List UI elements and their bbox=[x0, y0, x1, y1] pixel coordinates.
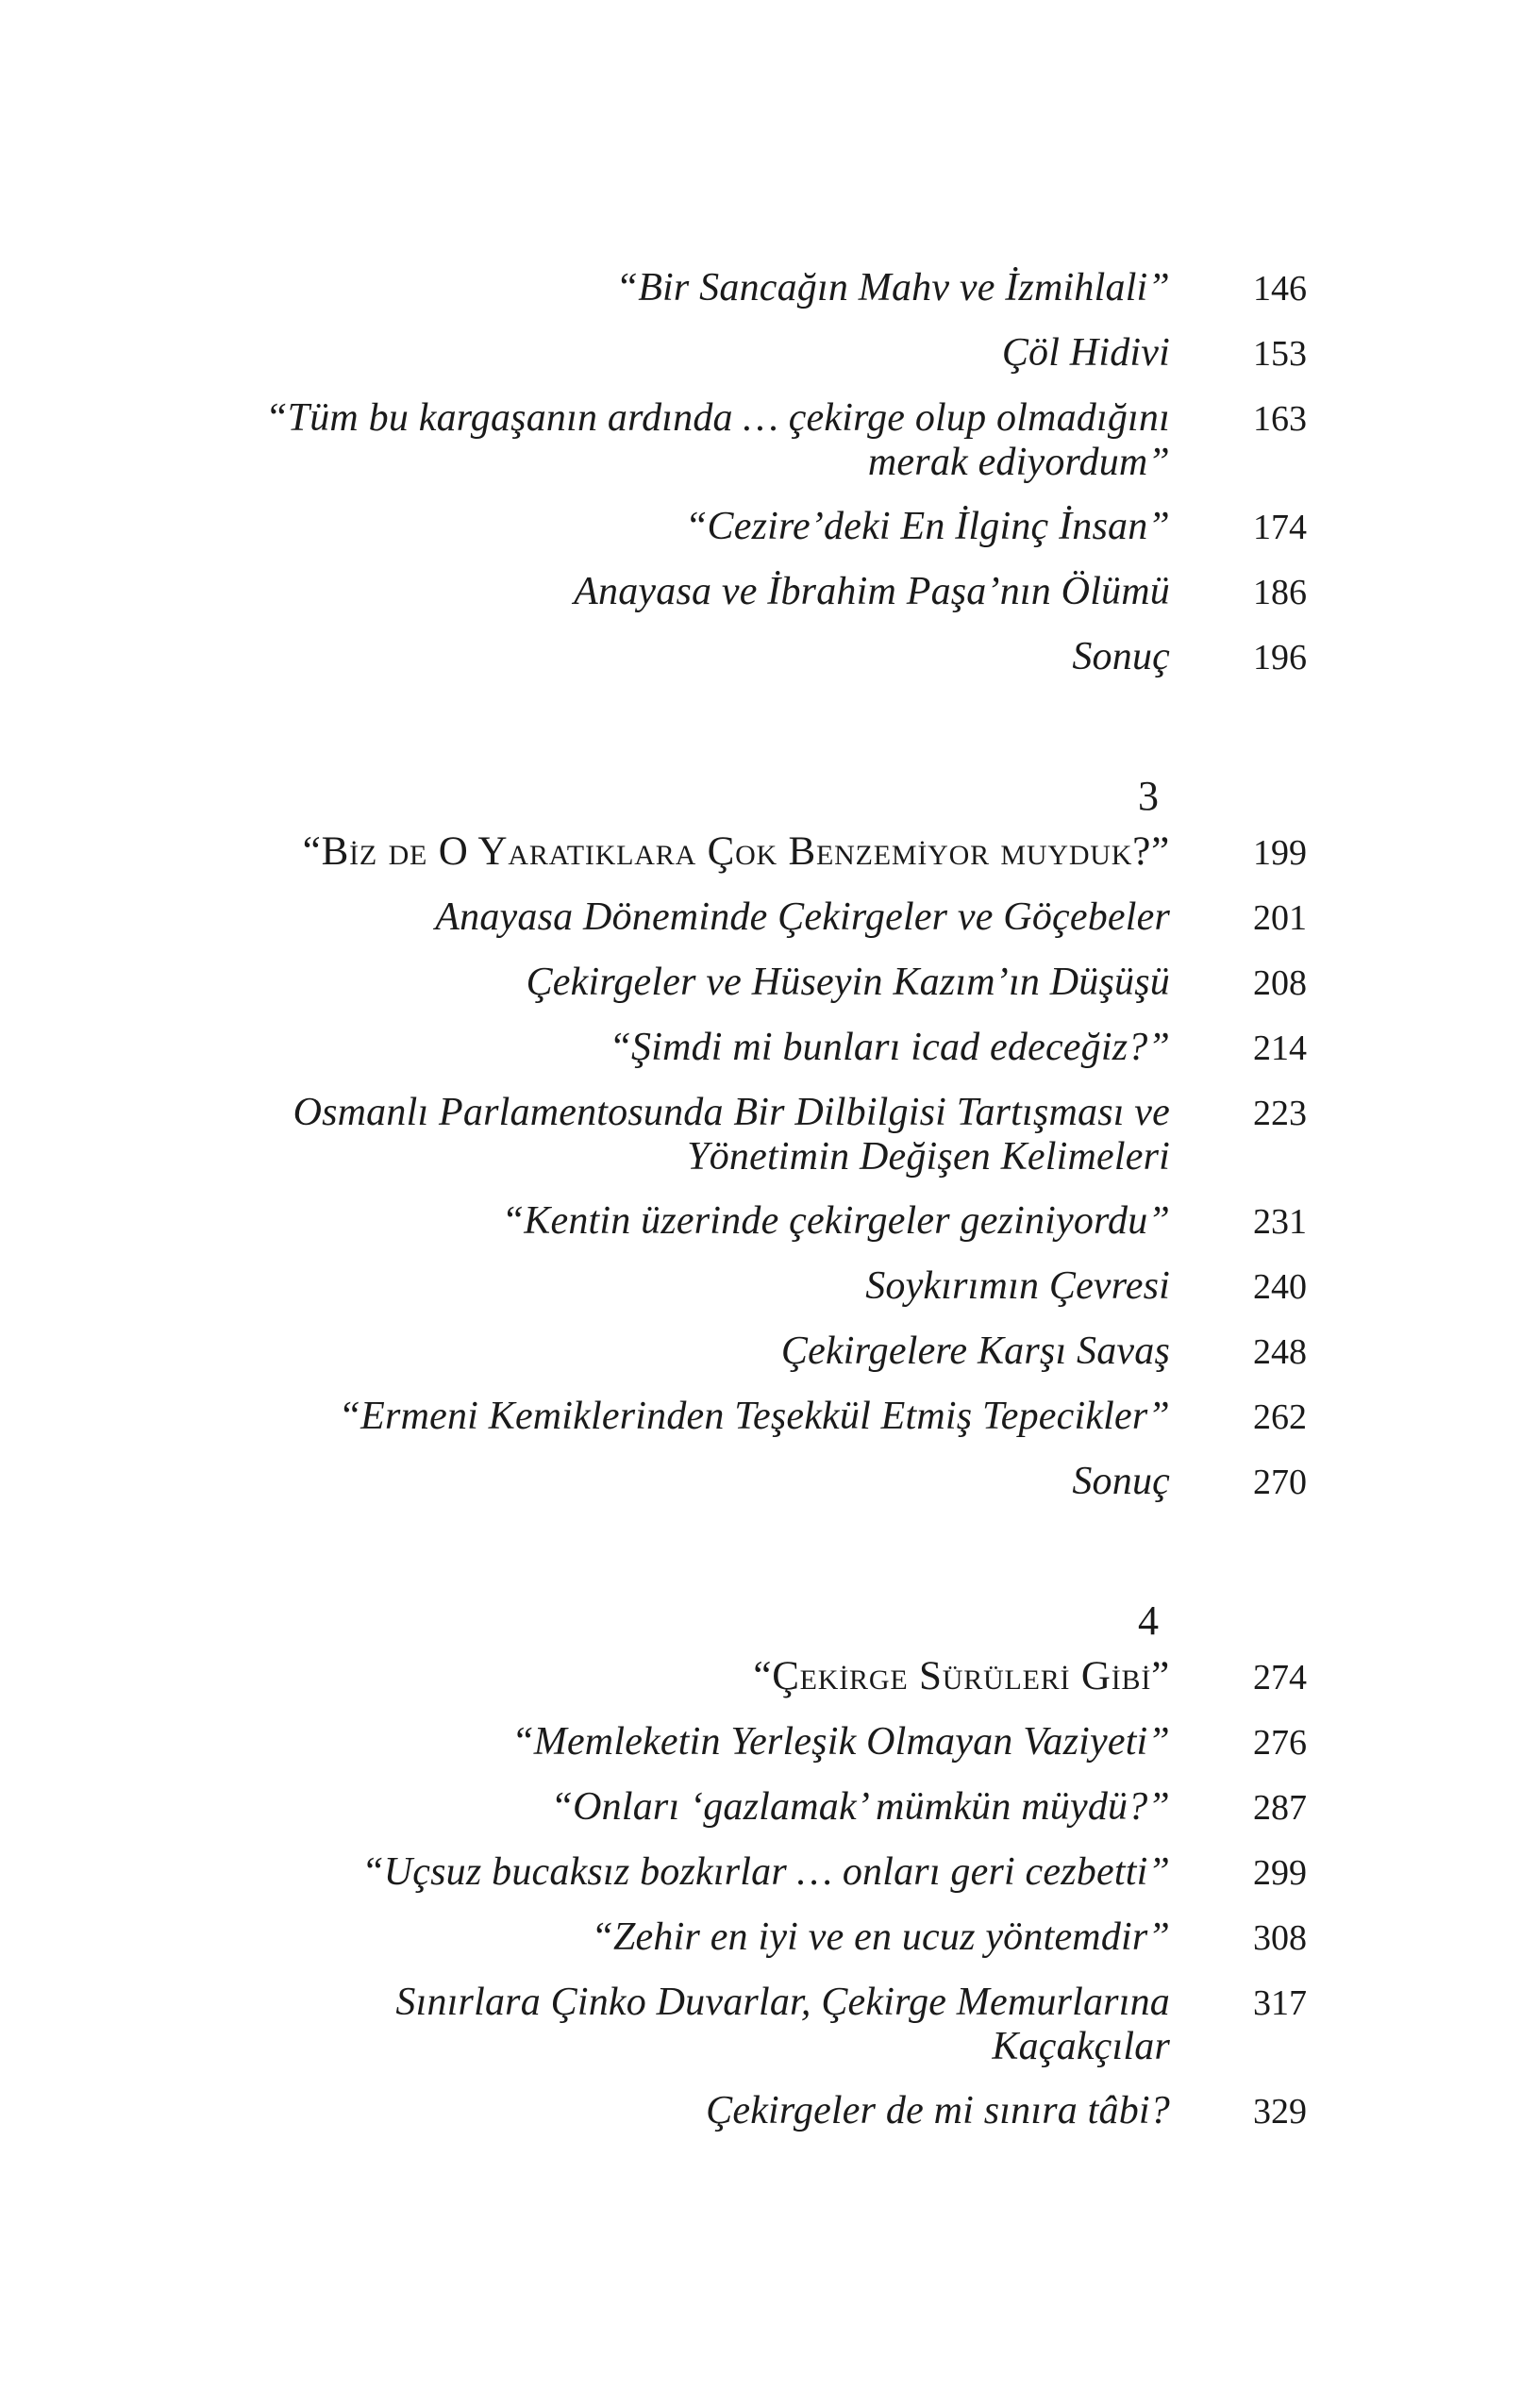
toc-entry bbox=[189, 1460, 1321, 1505]
chapter-number-row bbox=[189, 774, 1321, 818]
toc-entry-title-line: Çekirgeler ve Hüseyin Kazım’ın Düşüşü bbox=[526, 961, 1170, 1004]
toc-entry-title-line: “Biz de O Yaratıklara Çok Benzemiyor muyduk?” bbox=[302, 829, 1170, 874]
toc-entry-page-number: 146 bbox=[1253, 269, 1307, 309]
toc-entry-page-number: 329 bbox=[1253, 2092, 1307, 2132]
toc-entry bbox=[189, 1915, 1321, 1961]
toc-entry-title bbox=[189, 1026, 1170, 1070]
chapter-number: 4 bbox=[1138, 1597, 1159, 1644]
toc-entry-title bbox=[189, 396, 1170, 485]
toc-entry-title-line: “Kentin üzerinde çekirgeler geziniyordu” bbox=[501, 1199, 1170, 1243]
toc-entry bbox=[189, 1091, 1321, 1179]
toc-entry-page-number: 299 bbox=[1253, 1853, 1307, 1893]
toc-entry-page-number: 270 bbox=[1253, 1463, 1307, 1502]
toc-entry-title bbox=[189, 1654, 1170, 1698]
toc-entry-title-line: Anayasa ve İbrahim Paşa’nın Ölümü bbox=[574, 570, 1170, 613]
toc-entry-title bbox=[189, 505, 1170, 549]
toc-entry-page-number: 196 bbox=[1253, 638, 1307, 677]
toc-entry-page-number: 214 bbox=[1253, 1028, 1307, 1068]
toc-entry bbox=[189, 2089, 1321, 2134]
toc-entry-page-number: 201 bbox=[1253, 898, 1307, 938]
toc-entry-page-number: 287 bbox=[1253, 1788, 1307, 1828]
toc-entry-title bbox=[189, 570, 1170, 614]
table-of-contents bbox=[189, 266, 1321, 2154]
toc-entry-title bbox=[189, 1395, 1170, 1439]
toc-entry-title bbox=[189, 829, 1170, 874]
toc-entry-title-line: “Ermeni Kemiklerinden Teşekkül Etmiş Tepecikler” bbox=[338, 1395, 1170, 1438]
toc-entry bbox=[189, 1264, 1321, 1310]
toc-entry-page-number: 174 bbox=[1253, 508, 1307, 547]
toc-entry-title-line: “Şimdi mi bunları icad edeceğiz?” bbox=[609, 1026, 1170, 1069]
toc-entry-page-number: 199 bbox=[1253, 833, 1307, 873]
toc-entry bbox=[189, 1395, 1321, 1440]
toc-entry-title bbox=[189, 961, 1170, 1005]
toc-entry-title bbox=[189, 1329, 1170, 1374]
toc-entry-page-number: 163 bbox=[1253, 399, 1307, 439]
toc-entry bbox=[189, 1199, 1321, 1245]
toc-entry-title bbox=[189, 1785, 1170, 1830]
toc-entry-title bbox=[189, 895, 1170, 940]
chapter-number-row bbox=[189, 1598, 1321, 1643]
toc-entry-title bbox=[189, 1981, 1170, 2069]
toc-entry-page-number: 308 bbox=[1253, 1918, 1307, 1958]
toc-entry bbox=[189, 1785, 1321, 1831]
toc-entry-title bbox=[189, 1199, 1170, 1244]
toc-entry-page-number: 153 bbox=[1253, 334, 1307, 374]
toc-entry bbox=[189, 961, 1321, 1006]
toc-entry-title-line: “Çekirge Sürüleri Gibi” bbox=[753, 1654, 1170, 1698]
toc-entry bbox=[189, 1720, 1321, 1765]
toc-entry-title-line: “Tüm bu kargaşanın ardında … çekirge olup olmadığını bbox=[265, 396, 1170, 440]
toc-entry-title bbox=[189, 1850, 1170, 1895]
toc-entry-title-line: “Onları ‘gazlamak’ mümkün müydü?” bbox=[550, 1785, 1170, 1829]
toc-entry-title-line: Yönetimin Değişen Kelimeleri bbox=[687, 1135, 1170, 1179]
toc-entry-title bbox=[189, 635, 1170, 679]
toc-entry-title-line: “Cezire’deki En İlginç İnsan” bbox=[684, 505, 1170, 548]
toc-entry-title-line: Sonuç bbox=[1072, 1460, 1170, 1503]
toc-entry-title-line: “Bir Sancağın Mahv ve İzmihlali” bbox=[615, 266, 1170, 309]
toc-entry-page-number: 274 bbox=[1253, 1658, 1307, 1697]
toc-entry bbox=[189, 505, 1321, 550]
toc-entry-title-line: “Memleketin Yerleşik Olmayan Vaziyeti” bbox=[511, 1720, 1170, 1764]
toc-entry-title-line: Çekirgeler de mi sınıra tâbi? bbox=[706, 2089, 1170, 2132]
toc-entry bbox=[189, 570, 1321, 615]
toc-entry-page-number: 223 bbox=[1253, 1094, 1307, 1133]
toc-entry bbox=[189, 331, 1321, 376]
toc-entry bbox=[189, 1026, 1321, 1071]
toc-section bbox=[189, 1525, 1321, 2154]
toc-entry-page-number: 317 bbox=[1253, 1983, 1307, 2023]
toc-entry-title-line: Osmanlı Parlamentosunda Bir Dilbilgisi Tartışması ve bbox=[293, 1091, 1170, 1134]
toc-entry bbox=[189, 1981, 1321, 2069]
toc-entry-page-number: 208 bbox=[1253, 963, 1307, 1003]
toc-entry-title bbox=[189, 1460, 1170, 1504]
toc-entry-page-number: 248 bbox=[1253, 1332, 1307, 1372]
toc-entry-title bbox=[189, 331, 1170, 376]
toc-entry-title-line: Kaçakçılar bbox=[992, 2025, 1170, 2068]
toc-entry-page-number: 231 bbox=[1253, 1202, 1307, 1242]
toc-entry-page-number: 186 bbox=[1253, 573, 1307, 612]
toc-entry-title-line: merak ediyordum” bbox=[867, 441, 1170, 484]
toc-entry-title bbox=[189, 1091, 1170, 1179]
toc-entry-title bbox=[189, 266, 1170, 310]
toc-entry-title-line: Anayasa Döneminde Çekirgeler ve Göçebeler bbox=[435, 895, 1170, 939]
toc-entry-title-line: “Zehir en iyi ve en ucuz yöntemdir” bbox=[591, 1915, 1170, 1959]
toc-entry-title-line: “Uçsuz bucaksız bozkırlar … onları geri cezbetti” bbox=[361, 1850, 1170, 1894]
toc-entry-title bbox=[189, 1720, 1170, 1764]
toc-entry-page-number: 262 bbox=[1253, 1397, 1307, 1437]
toc-entry-title-line: Çekirgelere Karşı Savaş bbox=[780, 1329, 1170, 1373]
toc-entry bbox=[189, 266, 1321, 311]
toc-section bbox=[189, 266, 1321, 700]
toc-entry-title bbox=[189, 1264, 1170, 1309]
toc-entry-title-line: Sınırlara Çinko Duvarlar, Çekirge Memurlarına bbox=[395, 1981, 1170, 2024]
toc-entry bbox=[189, 396, 1321, 485]
toc-entry-page-number: 276 bbox=[1253, 1723, 1307, 1763]
toc-entry-title-line: Soykırımın Çevresi bbox=[865, 1264, 1170, 1308]
toc-entry-title-line: Çöl Hidivi bbox=[1001, 331, 1170, 375]
toc-entry bbox=[189, 1654, 1321, 1700]
toc-entry-title bbox=[189, 1915, 1170, 1960]
toc-entry-title bbox=[189, 2089, 1170, 2133]
toc-entry-title-line: Sonuç bbox=[1072, 635, 1170, 678]
toc-entry bbox=[189, 895, 1321, 941]
toc-entry bbox=[189, 829, 1321, 876]
toc-entry bbox=[189, 1329, 1321, 1375]
chapter-number: 3 bbox=[1138, 773, 1159, 819]
toc-section bbox=[189, 700, 1321, 1525]
toc-entry bbox=[189, 1850, 1321, 1896]
toc-entry bbox=[189, 635, 1321, 680]
toc-entry-page-number: 240 bbox=[1253, 1267, 1307, 1307]
